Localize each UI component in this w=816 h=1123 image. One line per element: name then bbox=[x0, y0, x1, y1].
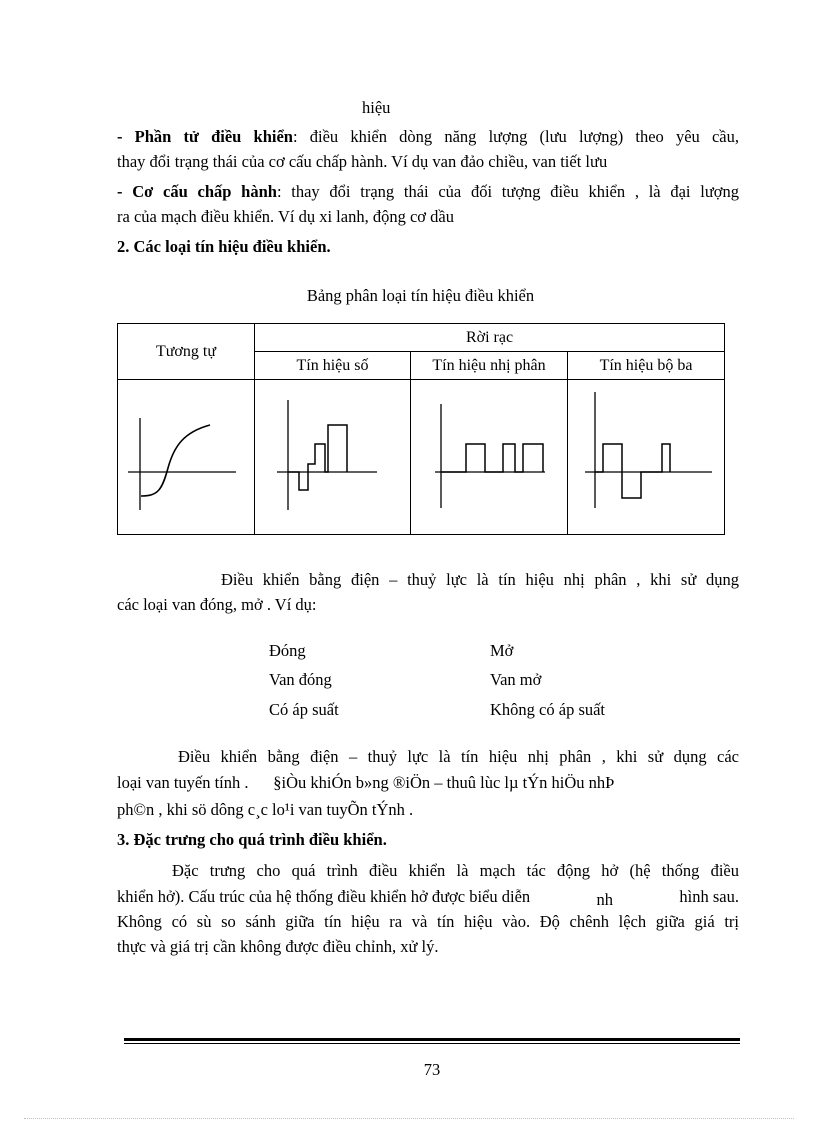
text: hình sau. bbox=[679, 887, 739, 906]
header-ternary-signal: Tín hiệu bộ ba bbox=[568, 352, 725, 380]
example-right-3: Không có áp suất bbox=[490, 700, 606, 719]
example-left-3: Có áp suất bbox=[269, 700, 339, 719]
binary-signal-cell bbox=[411, 380, 568, 535]
header-digital-signal: Tín hiệu số bbox=[255, 352, 411, 380]
signal-classification-table bbox=[117, 323, 725, 535]
paragraph-open-loop-line1: Đặc trưng cho quá trình điều khiển là mạch tác động hở (hệ thống điều bbox=[172, 861, 739, 880]
analog-signal-graph bbox=[118, 380, 255, 534]
paragraph-open-loop-line4: thực và giá trị cần không được điều chỉnh, xử lý. bbox=[117, 937, 439, 956]
paragraph-actuator-line2: ra của mạch điều khiển. Ví dụ xi lanh, động cơ dầu bbox=[117, 207, 454, 226]
footer-rule-thick bbox=[124, 1038, 740, 1041]
text: khiển hở). Cấu trúc của hệ thống điều khiển hở được biểu diễn bbox=[117, 887, 531, 906]
text: : điều khiển dòng năng lượng (lưu lượng) theo yêu cầu, bbox=[292, 127, 739, 146]
paragraph-control-element-line2: thay đổi trạng thái của cơ cấu chấp hành. Ví dụ van đảo chiều, van tiết lưu bbox=[117, 152, 608, 171]
digital-signal-cell bbox=[255, 380, 411, 535]
term-control-element: - Phần tử điều khiển bbox=[117, 127, 293, 146]
term-actuator: - Cơ cấu chấp hành bbox=[117, 182, 277, 201]
footer-rule-thin bbox=[124, 1043, 740, 1044]
page-bottom-edge bbox=[24, 1118, 794, 1119]
heading-signal-types: 2. Các loại tín hiệu điều khiển. bbox=[117, 237, 331, 256]
paragraph-linear-valve-line2: loại van tuyến tính . §iÒu khiÓn b»ng ®iÖn – thuû lùc lµ tÝn hiÖu nhÞ bbox=[117, 773, 615, 792]
paragraph-open-loop-line3: Không có sù so sánh giữa tín hiệu ra và tín hiệu vào. Độ chênh lệch giữa giá trị bbox=[117, 912, 739, 931]
paragraph-open-loop-line2 bbox=[117, 886, 739, 908]
paragraph-linear-valve-line3: ph©n , khi sö dông c¸c lo¹i van tuyÕn tÝnh . bbox=[117, 800, 414, 819]
example-left-2: Van đóng bbox=[269, 670, 332, 689]
binary-signal-graph bbox=[411, 380, 568, 534]
header-binary-signal: Tín hiệu nhị phân bbox=[411, 352, 568, 380]
digital-signal-graph bbox=[255, 380, 411, 534]
heading-control-process: 3. Đặc trưng cho quá trình điều khiển. bbox=[117, 830, 387, 849]
text-fragment: nh bbox=[596, 890, 614, 909]
example-right-1: Mở bbox=[490, 641, 514, 660]
paragraph-actuator-line1 bbox=[117, 181, 739, 203]
paragraph-hydraulic-line2: các loại van đóng, mở . Ví dụ: bbox=[117, 595, 317, 614]
paragraph-linear-valve-line1: Điều khiển bằng điện – thuỷ lực là tín hiệu nhị phân , khi sử dụng các bbox=[178, 747, 739, 766]
text: : thay đổi trạng thái của đối tượng điều khiển , là đại lượng bbox=[276, 182, 739, 201]
paragraph-hydraulic-line1: Điều khiển bằng điện – thuỷ lực là tín hiệu nhị phân , khi sử dụng bbox=[221, 570, 739, 589]
header-discrete: Rời rạc bbox=[255, 324, 725, 352]
page-number: 73 bbox=[423, 1060, 441, 1079]
ternary-signal-cell bbox=[568, 380, 725, 535]
header-analog: Tương tự bbox=[118, 324, 255, 380]
example-left-1: Đóng bbox=[269, 641, 306, 660]
continuation-word: hiệu bbox=[362, 98, 391, 117]
example-right-2: Van mở bbox=[490, 670, 542, 689]
paragraph-control-element-line1 bbox=[117, 126, 739, 148]
analog-signal-cell bbox=[118, 380, 255, 535]
table-caption: Bảng phân loại tín hiệu điều khiển bbox=[306, 286, 535, 305]
ternary-signal-graph bbox=[568, 380, 725, 534]
